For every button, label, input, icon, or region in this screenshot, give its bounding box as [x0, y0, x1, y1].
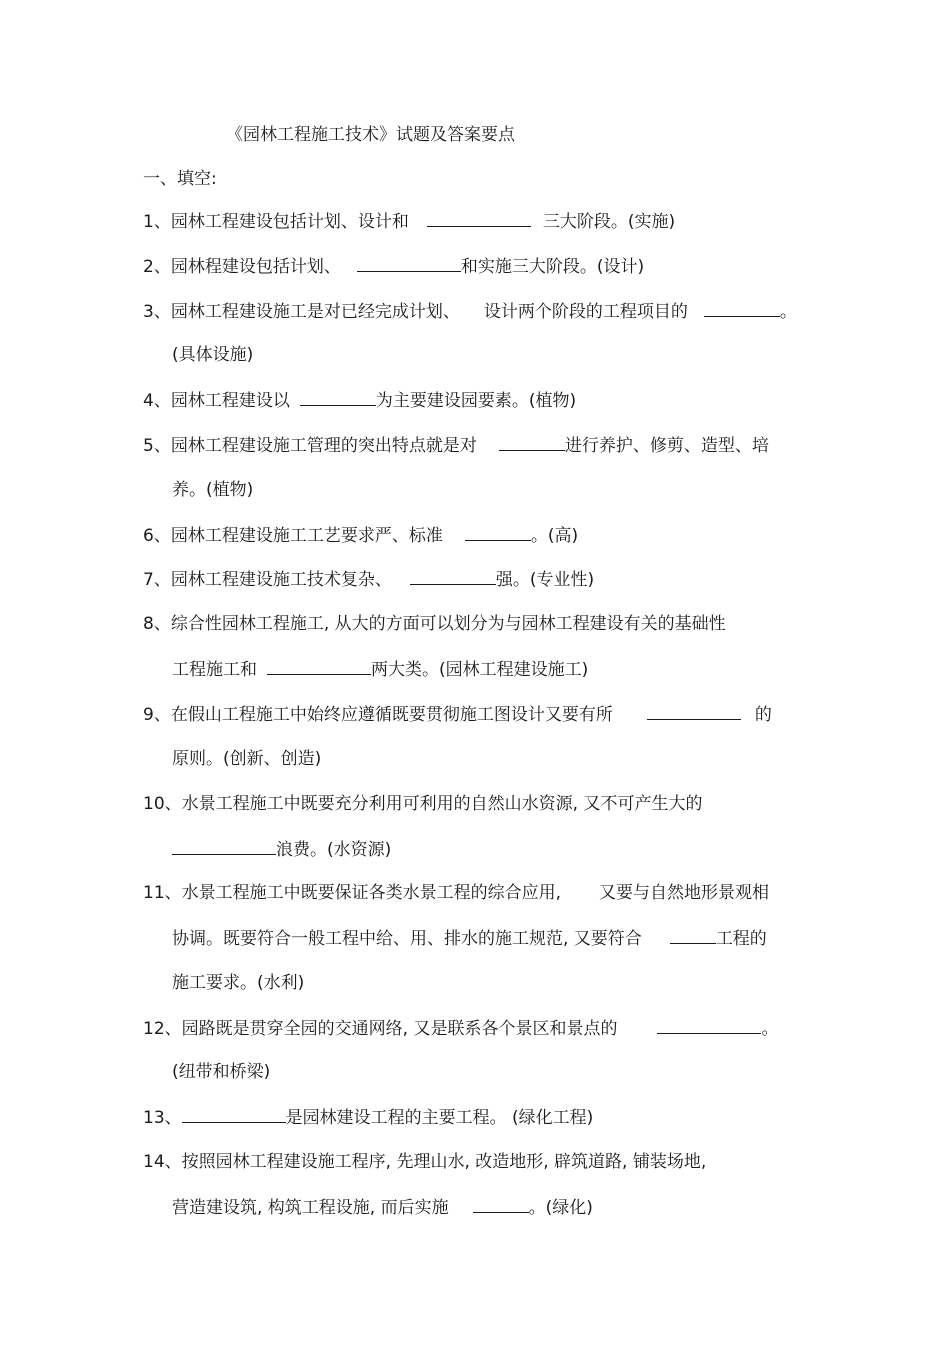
question-text: 工程的 [715, 929, 767, 949]
answer-blank [410, 568, 496, 585]
question-text: 4、园林工程建设以 [143, 391, 290, 411]
question-4 [143, 389, 576, 412]
answer-blank [427, 210, 531, 227]
question-5-cont [172, 479, 253, 501]
question-text: 7、园林工程建设施工技术复杂、 [143, 570, 392, 590]
question-text: 。(高) [530, 526, 579, 546]
question-text: 3、园林工程建设施工是对已经完成计划、 [143, 302, 460, 322]
question-text: 营造建设筑, 构筑工程设施, 而后实施 [172, 1198, 449, 1218]
question-6 [143, 524, 578, 547]
question-text: 。 [761, 1019, 779, 1039]
answer-hint: (纽带和桥梁) [172, 1062, 271, 1082]
question-text: 是园林建设工程的主要工程。 (绿化工程) [285, 1108, 594, 1128]
question-text: 三大阶段。(实施) [542, 212, 676, 232]
question-text: 10、水景工程施工中既要充分利用可利用的自然山水资源, 又不可产生大的 [143, 794, 703, 814]
question-12 [143, 1017, 778, 1040]
answer-blank [473, 1196, 529, 1213]
answer-blank [647, 703, 741, 720]
answer-blank [267, 658, 371, 675]
question-2 [143, 255, 644, 278]
answer-blank [182, 1106, 286, 1123]
question-8-cont [172, 658, 588, 681]
answer-blank [465, 524, 531, 541]
answer-hint: (具体设施) [172, 345, 254, 365]
question-text: 的 [754, 705, 772, 725]
question-11-cont2 [172, 972, 304, 994]
document-title: 《园林工程施工技术》试题及答案要点 [226, 125, 515, 145]
answer-blank [357, 255, 461, 272]
question-5 [143, 434, 769, 457]
question-text: 和实施三大阶段。(设计) [460, 257, 645, 277]
section-heading: 一、填空: [143, 169, 217, 189]
question-text: 进行养护、修剪、造型、培 [564, 436, 769, 456]
question-10 [143, 793, 702, 815]
question-text: 11、水景工程施工中既要保证各类水景工程的综合应用, [143, 883, 562, 903]
question-14 [143, 1151, 706, 1173]
answer-blank [499, 434, 565, 451]
answer-blank [172, 838, 276, 855]
question-text: 1、园林工程建设包括计划、设计和 [143, 212, 409, 232]
question-10-cont [172, 838, 391, 861]
question-7 [143, 568, 594, 591]
question-11-cont [172, 927, 767, 950]
question-text: 2、园林程建设包括计划、 [143, 257, 341, 277]
question-text: 。(绿化) [528, 1198, 593, 1218]
question-text: 6、园林工程建设施工工艺要求严、标准 [143, 526, 443, 546]
question-12-cont [172, 1061, 270, 1083]
answer-blank [670, 927, 716, 944]
question-text: 为主要建设园要素。(植物) [375, 391, 577, 411]
question-text: 13、 [143, 1108, 182, 1128]
question-text: 原则。(创新、创造) [172, 749, 322, 769]
question-text: 8、综合性园林工程施工, 从大的方面可以划分为与园林工程建设有关的基础性 [143, 614, 726, 634]
question-text: 设计两个阶段的工程项目的 [483, 302, 688, 322]
question-text: 9、在假山工程施工中始终应遵循既要贯彻施工图设计又要有所 [143, 705, 613, 725]
question-text: 浪费。(水资源) [276, 840, 392, 860]
question-14-cont [172, 1196, 593, 1219]
answer-blank [704, 300, 780, 317]
question-text: 养。(植物) [172, 480, 254, 500]
answer-blank [300, 389, 376, 406]
question-text: 12、园路既是贯穿全园的交通网络, 又是联系各个景区和景点的 [143, 1019, 618, 1039]
question-13 [143, 1106, 593, 1129]
question-text: 施工要求。(水利) [172, 973, 305, 993]
question-text: 又要与自然地形景观相 [599, 883, 770, 903]
question-text: 强。(专业性) [495, 570, 595, 590]
question-9-cont [172, 748, 321, 770]
question-text: 14、按照园林工程建设施工程序, 先理山水, 改造地形, 辟筑道路, 铺装场地, [143, 1152, 707, 1172]
question-1 [143, 210, 675, 233]
question-text: 5、园林工程建设施工管理的突出特点就是对 [143, 436, 477, 456]
question-9 [143, 703, 772, 726]
question-8 [143, 613, 726, 635]
question-3 [143, 300, 797, 323]
question-3-cont [172, 344, 253, 366]
answer-blank [657, 1017, 761, 1034]
question-text: 协调。既要符合一般工程中给、用、排水的施工规范, 又要符合 [172, 929, 642, 949]
question-11 [143, 882, 769, 904]
question-text: 工程施工和 [172, 660, 257, 680]
question-text: 两大类。(园林工程建设施工) [371, 660, 589, 680]
question-text: 。 [779, 302, 797, 322]
